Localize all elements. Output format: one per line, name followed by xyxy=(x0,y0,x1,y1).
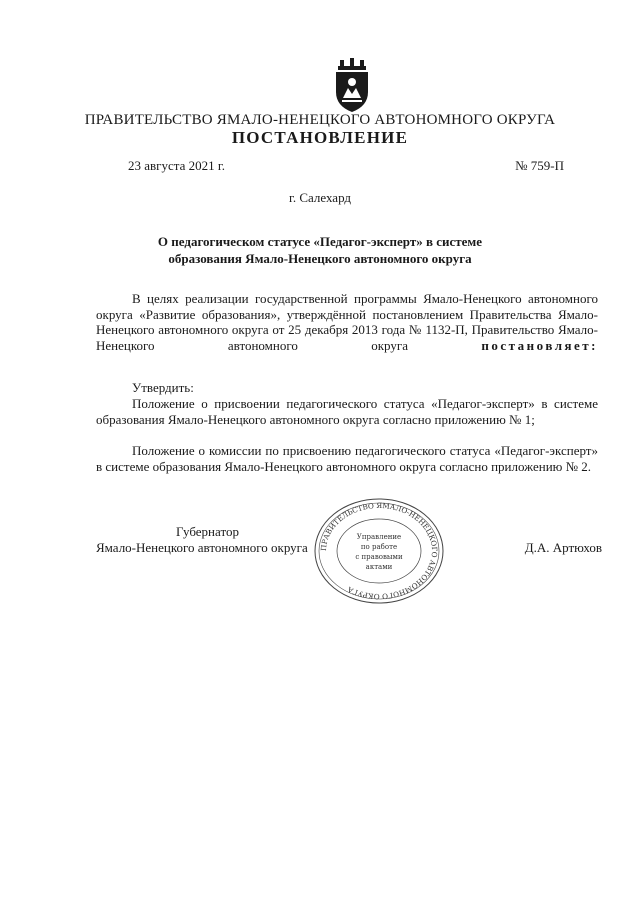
signatory-name: Д.А. Артюхов xyxy=(524,540,602,555)
official-stamp xyxy=(312,496,446,606)
heading-line-1: О педагогическом статусе «Педагог-эксперт» в системе xyxy=(157,234,483,249)
intro-paragraph xyxy=(96,291,598,353)
approved-item-2: Положение о комиссии по присвоению педагогического статуса «Педагог-эксперт» в системе образования Ямало-Ненецкого автономного округа согласно приложению № 2. xyxy=(96,443,598,474)
coat-of-arms-icon xyxy=(330,58,374,114)
intro-emphasis: постановляет: xyxy=(481,337,599,353)
stamp-center-line-2: по работе xyxy=(360,543,398,551)
signatory-title-line-1: Губернатор xyxy=(176,524,239,539)
document-type: ПОСТАНОВЛЕНИЕ xyxy=(231,128,409,147)
heading-line-2: образования Ямало-Ненецкого автономного округа xyxy=(168,251,472,266)
document-number: № 759-П xyxy=(515,158,564,173)
signatory-title-line-2: Ямало-Ненецкого автономного округа xyxy=(96,540,308,555)
intro-text: В целях реализации государственной программы Ямало-Ненецкого автономного округа «Развитие образования», утверждённой постановлением Правительства Ямало-Ненецкого автономного округа от 25 декабря 2013 года № 1132-П, Правительство Ямало-Ненецкого автономного округа xyxy=(96,291,598,353)
document-date: 23 августа 2021 г. xyxy=(128,158,225,173)
document-heading xyxy=(90,233,550,267)
stamp-ring-text: ПРАВИТЕЛЬСТВО ЯМАЛО-НЕНЕЦКОГО АВТОНОМНОГО ОКРУГА xyxy=(318,500,440,602)
stamp-center-line-4: актами xyxy=(365,563,393,571)
organization-title: ПРАВИТЕЛЬСТВО ЯМАЛО-НЕНЕЦКОГО АВТОНОМНОГО ОКРУГА xyxy=(84,112,556,128)
approve-line: Утвердить: xyxy=(132,380,194,395)
approved-item-1: Положение о присвоении педагогического статуса «Педагог-эксперт» в системе образования Ямало-Ненецкого автономного округа согласно приложению № 1; xyxy=(96,396,598,427)
stamp-center-line-1: Управление xyxy=(356,533,402,541)
document-city: г. Салехард xyxy=(288,190,352,205)
stamp-center-line-3: с правовыми xyxy=(355,553,403,561)
